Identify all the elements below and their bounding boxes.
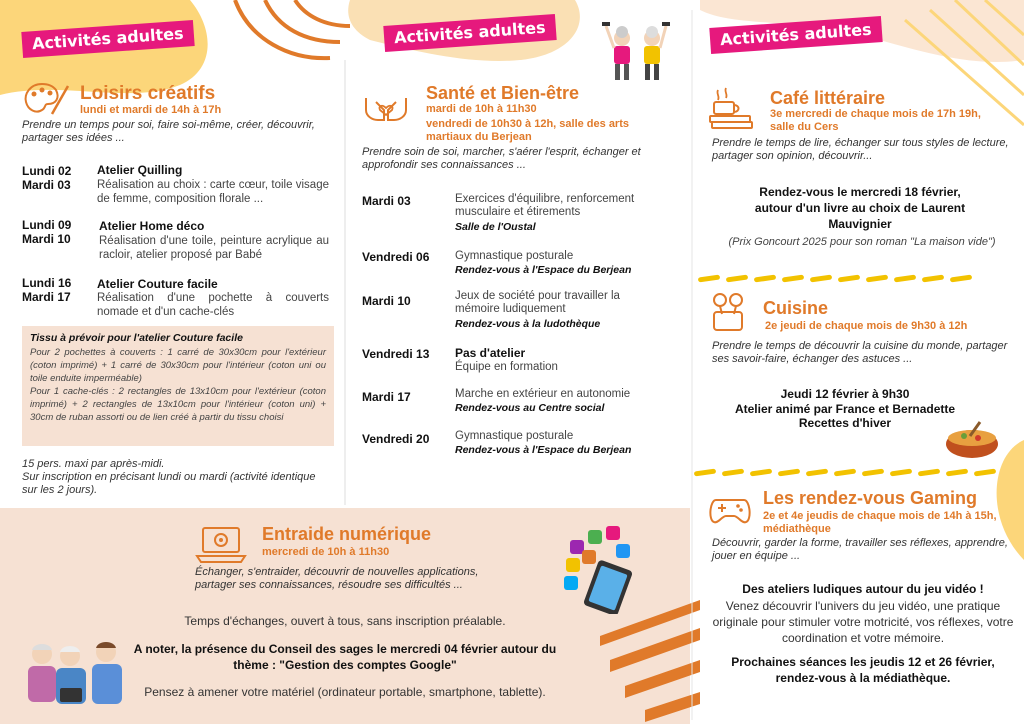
tag-activites-adultes-1: Activités adultes (21, 20, 194, 58)
cuisine-schedule: 2e jeudi de chaque mois de 9h30 à 12h (765, 320, 968, 332)
yellow-dashes-1 (698, 268, 978, 274)
sante-day-4: Vendredi 13 (362, 347, 430, 361)
fabric-box-text: Pour 2 pochettes à couverts : 1 carré de 30x30cm pour l'extérieur (coton imprimé) + 1 carré de 30x30cm pour l'intérieur (coton uni ou toile enduite imperméable) Pour 1 cache-clés : 2 rectangles de 13x10cm pour l'extérieur (coton imprimé) + 2 rectangles de 13x10cm pour l'intérieur (coton uni) + 30cm de ruban assorti ou de lien créé à partir du tissu choisi (30, 347, 326, 423)
entraide-intro: Échanger, s'entraider, découvrir de nouvelles applications, partager ses connaissances, résoudre ses difficultés ... (195, 566, 479, 591)
sante-desc-3: Jeux de société pour travailler la mémoire ludiquement (455, 290, 620, 315)
cafe-rdv: Rendez-vous le mercredi 18 février, autour d'un livre au choix de Laurent Mauvignier (754, 185, 966, 231)
sante-day-1: Mardi 03 (362, 194, 411, 208)
gaming-headline: Des ateliers ludiques autour du jeu vidéo ! (742, 582, 984, 596)
session-title-3: Atelier Couture facile (97, 277, 218, 291)
sante-day-5: Mardi 17 (362, 390, 411, 404)
coffee-books-icon (708, 86, 756, 130)
sante-loc-5: Rendez-vous au Centre social (455, 402, 605, 414)
gaming-text: Venez découvrir l'univers du jeu vidéo, une pratique originale pour stimuler votre motricité, vos réflexes, votre coordination et votre mémoire. (712, 599, 1014, 645)
sante-day-2: Vendredi 06 (362, 250, 430, 264)
loisirs-intro: Prendre un temps pour soi, faire soi-même, créer, découvrir, partager ses idées ... (22, 119, 315, 144)
soup-pot-illustration (940, 416, 1004, 464)
session-days-3: Lundi 16 Mardi 17 (22, 276, 72, 304)
entraide-line3: Pensez à amener votre matériel (ordinateur portable, smartphone, tablette). (144, 685, 546, 699)
session-desc-2: Réalisation d'une toile, peinture acrylique au racloir, atelier proposé par Babé (99, 235, 329, 261)
session-days-2: Lundi 09 Mardi 10 (22, 218, 72, 246)
cafe-intro: Prendre le temps de lire, échanger sur tous styles de lecture, partager son opinion, découvrir... (712, 137, 1009, 162)
entraide-title: Entraide numérique (262, 524, 432, 544)
hands-heart-icon (362, 88, 410, 124)
tag-activites-adultes-3: Activités adultes (709, 16, 882, 54)
session-days-1: Lundi 02 Mardi 03 (22, 164, 72, 192)
gaming-title: Les rendez-vous Gaming (763, 488, 978, 508)
cuisine-intro: Prendre le temps de découvrir la cuisine du monde, partager ses savoir-faire, échanger des astuces ... (712, 340, 1008, 365)
session-title-2: Atelier Home déco (99, 219, 205, 233)
gamepad-icon (708, 492, 752, 528)
orange-arcs (235, 0, 350, 58)
session-title-1: Atelier Quilling (97, 163, 183, 177)
palette-icon (22, 80, 70, 120)
loisirs-footer: 15 pers. maxi par après-midi. Sur inscription en précisant lundi ou mardi (activité identique sur les 2 jours). (22, 458, 316, 496)
yellow-dashes-2 (694, 462, 1002, 468)
entraide-line2: A noter, la présence du Conseil des sages le mercredi 04 février autour du thème : "Gestion des comptes Google" (133, 642, 557, 672)
kitchen-utensils-icon (706, 290, 750, 334)
sante-schedule-2: vendredi de 10h30 à 12h, salle des arts martiaux du Berjean (426, 118, 629, 143)
sante-desc-2: Gymnastique posturale (455, 250, 574, 262)
loisirs-title: Loisirs créatifs (80, 83, 216, 104)
elderly-sport-illustration (600, 14, 672, 86)
sante-day-6: Vendredi 20 (362, 432, 430, 446)
sante-desc-6: Gymnastique posturale (455, 430, 574, 442)
sante-schedule-1: mardi de 10h à 11h30 (426, 103, 537, 115)
sante-loc-4: Équipe en formation (455, 361, 558, 373)
seniors-laptop-illustration (20, 638, 130, 708)
sante-desc-4: Pas d'atelier (455, 346, 526, 360)
gaming-intro: Découvrir, garder la forme, travailler ses réflexes, apprendre, jouer en équipe ... (712, 537, 1008, 562)
sante-loc-1: Salle de l'Oustal (455, 221, 536, 233)
sante-loc-3: Rendez-vous à la ludothèque (455, 318, 601, 330)
gaming-schedule: 2e et 4e jeudis de chaque mois de 14h à 15h, médiathèque (763, 510, 997, 535)
fabric-box-title: Tissu à prévoir pour l'atelier Couture facile (30, 332, 243, 344)
session-desc-3: Réalisation d'une pochette à couverts nomade et d'un cache-clés (97, 292, 329, 318)
sante-desc-5: Marche en extérieur en autonomie (455, 388, 631, 400)
cuisine-rdv: Jeudi 12 février à 9h30 Atelier animé par France et Bernadette Recettes d'hiver (734, 387, 956, 430)
cuisine-title: Cuisine (763, 298, 829, 318)
cafe-schedule: 3e mercredi de chaque mois de 17h 19h, salle du Cers (770, 108, 981, 133)
session-desc-1: Réalisation au choix : carte cœur, toile visage de femme, composition florale ... (97, 179, 329, 205)
cafe-title: Café littéraire (770, 88, 886, 108)
sante-day-3: Mardi 10 (362, 294, 411, 308)
entraide-line1: Temps d'échanges, ouvert à tous, sans inscription préalable. (184, 614, 506, 628)
sante-desc-1: Exercices d'équilibre, renforcement musculaire et étirements (455, 193, 635, 218)
cafe-note: (Prix Goncourt 2025 pour son roman "La maison vide") (728, 236, 996, 248)
entraide-schedule: mercredi de 10h à 11h30 (262, 546, 390, 558)
sante-loc-6: Rendez-vous à l'Espace du Berjean (455, 444, 632, 456)
smartphone-apps-illustration (560, 524, 640, 614)
sante-loc-2: Rendez-vous à l'Espace du Berjean (455, 264, 632, 276)
tag-activites-adultes-2: Activités adultes (383, 14, 556, 52)
fabric-box (22, 326, 334, 446)
loisirs-schedule: lundi et mardi de 14h à 17h (80, 104, 222, 116)
sante-intro: Prendre soin de soi, marcher, s'aérer l'esprit, échanger et approfondir ses connaissances ... (362, 146, 641, 171)
gaming-footer: Prochaines séances les jeudis 12 et 26 février, rendez-vous à la médiathèque. (731, 655, 995, 685)
sante-title: Santé et Bien-être (426, 83, 580, 103)
laptop-gear-icon (195, 524, 247, 564)
